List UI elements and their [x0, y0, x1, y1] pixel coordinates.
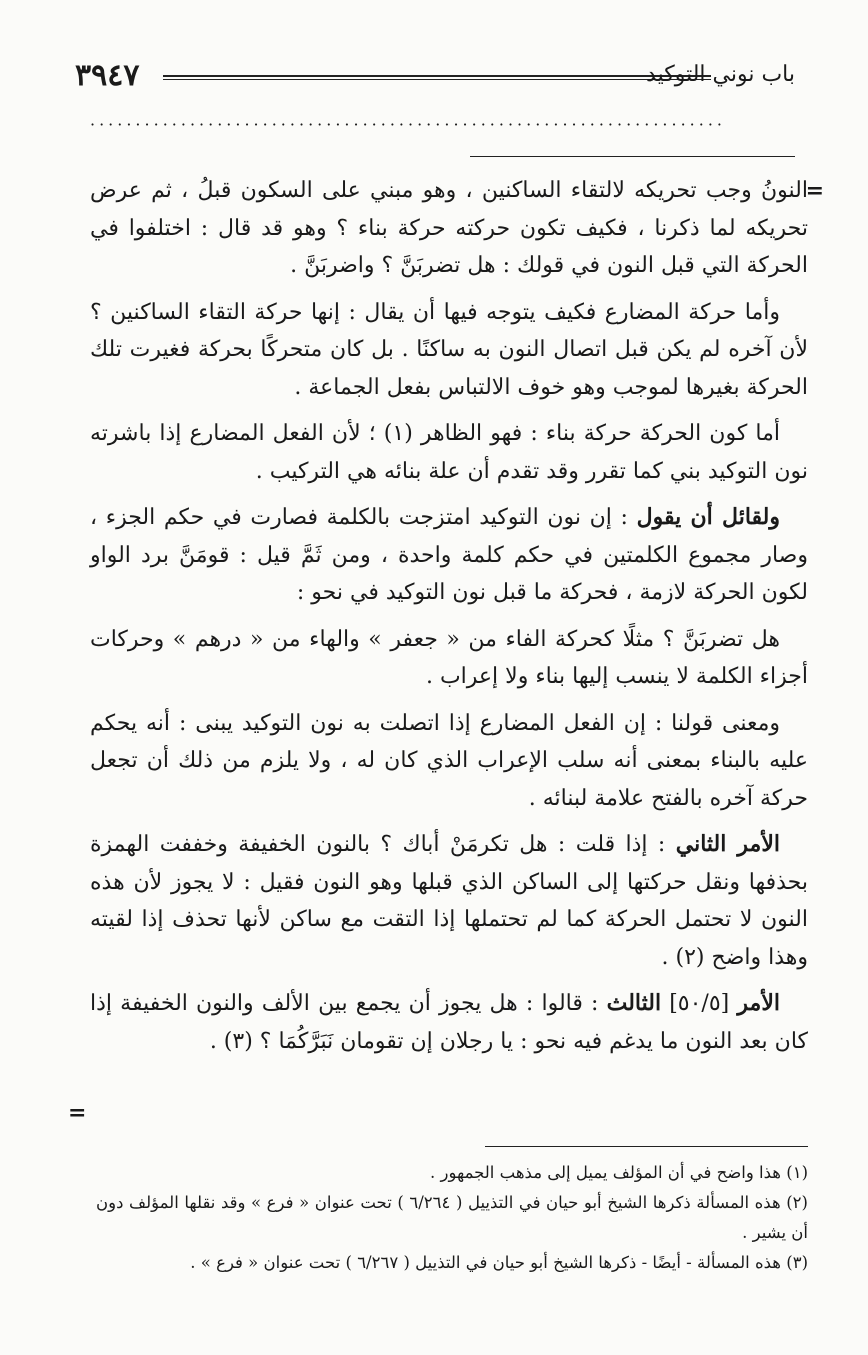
page-header — [75, 58, 795, 98]
paragraph-text: أما كون الحركة حركة بناء : فهو الظاهر (١) ؛ لأن الفعل المضارع إذا باشرته نون التوكيد بني كما تقرر وقد تقدم أن علة بنائه هي التركيب . — [90, 421, 808, 484]
paragraph-text: : قالوا : هل يجوز أن يجمع بين الألف والنون الخفيفة إذا كان بعد النون ما يدغم فيه نحو : يا رجلان إن تقومان نَبَرَّكُمَا ؟ (٣) . — [90, 991, 808, 1054]
continuation-mark-end: = — [68, 1100, 87, 1126]
continuation-mark-start: = — [805, 178, 824, 204]
footnote-item: (٣) هذه المسألة - أيضًا - ذكرها الشيخ أبو حيان في التذييل ( ٦/٢٦٧ ) تحت عنوان « فرع » . — [190, 1253, 808, 1272]
paragraph — [90, 985, 808, 1060]
section-rule — [470, 156, 795, 157]
paragraph-text: : إن نون التوكيد امتزجت بالكلمة فصارت في حكم الجزء ، وصار مجموع الكلمتين في حكم كلمة واحدة ، ومن ثَمَّ قيل : قومَنَّ برد الواو لكون الحركة لازمة ، فحركة ما قبل نون التوكيد في نحو : — [90, 505, 808, 605]
dotted-separator: ······································································ — [90, 115, 727, 134]
paragraph-keyword: الثالث — [606, 990, 662, 1016]
footnotes — [96, 1158, 808, 1278]
paragraph-text: [٥٠/٥] — [661, 991, 738, 1016]
page-number: ٣٩٤٧ — [75, 58, 140, 93]
paragraph-keyword: ولقائل أن يقول — [636, 504, 781, 530]
paragraph — [90, 294, 808, 407]
chapter-title: باب نوني التوكيد — [646, 62, 795, 87]
paragraph-text: : إذا قلت : هل تكرمَنْ أباك ؟ بالنون الخفيفة وخففت الهمزة بحذفها ونقل حركتها إلى الساكن الذي قبلها وهو النون فقيل : لا يجوز لأن هذه النون لا تحتمل الحركة كما لم تحتملها إذا التقت مع ساكن لأنها تحذف إذا لقيته وهذا واضح (٢) . — [90, 832, 808, 970]
header-rule — [163, 75, 711, 80]
paragraph — [90, 172, 808, 285]
paragraph — [90, 705, 808, 818]
footnote-item: (١) هذا واضح في أن المؤلف يميل إلى مذهب الجمهور . — [430, 1163, 808, 1182]
paragraph — [90, 826, 808, 976]
paragraph-text: ومعنى قولنا : إن الفعل المضارع إذا اتصلت به نون التوكيد يبنى : أنه يحكم عليه بالبناء بمعنى أنه سلب الإعراب الذي كان له ، ولا يلزم من ذلك أن تجعل حركة آخره بالفتح علامة لبنائه . — [90, 710, 808, 811]
footnote-item: (٢) هذه المسألة ذكرها الشيخ أبو حيان في التذييل ( ٦/٢٦٤ ) تحت عنوان « فرع » وقد نقلها المؤلف دون أن يشير . — [96, 1193, 808, 1242]
paragraph — [90, 499, 808, 612]
paragraph-keyword: الأمر — [737, 990, 780, 1016]
paragraph-text: هل تضربَنَّ ؟ مثلًا كحركة الفاء من « جعفر » والهاء من « درهم » وحركات أجزاء الكلمة لا ينسب إليها بناء ولا إعراب . — [90, 626, 808, 689]
main-text — [90, 172, 808, 1069]
paragraph — [90, 415, 808, 490]
paragraph — [90, 621, 808, 696]
paragraph-keyword: الأمر الثاني — [675, 831, 780, 857]
paragraph-text: وأما حركة المضارع فكيف يتوجه فيها أن يقال : إنها حركة التقاء الساكنين ؟ لأن آخره لم يكن قبل اتصال النون به ساكنًا . بل كان متحركًا بحركة فغيرت تلك الحركة بغيرها لموجب وهو خوف الالتباس بفعل الجماعة . — [90, 299, 808, 400]
footnote-rule — [485, 1146, 808, 1147]
paragraph-text: النونُ وجب تحريكه لالتقاء الساكنين ، وهو مبني على السكون قبلُ ، ثم عرض تحريكه لما ذكرنا ، فكيف تكون حركته حركة بناء ؟ وهو قد قال : اختلفوا في الحركة التي قبل النون في قولك : هل تضربَنَّ ؟ واضربَنَّ . — [90, 178, 808, 278]
